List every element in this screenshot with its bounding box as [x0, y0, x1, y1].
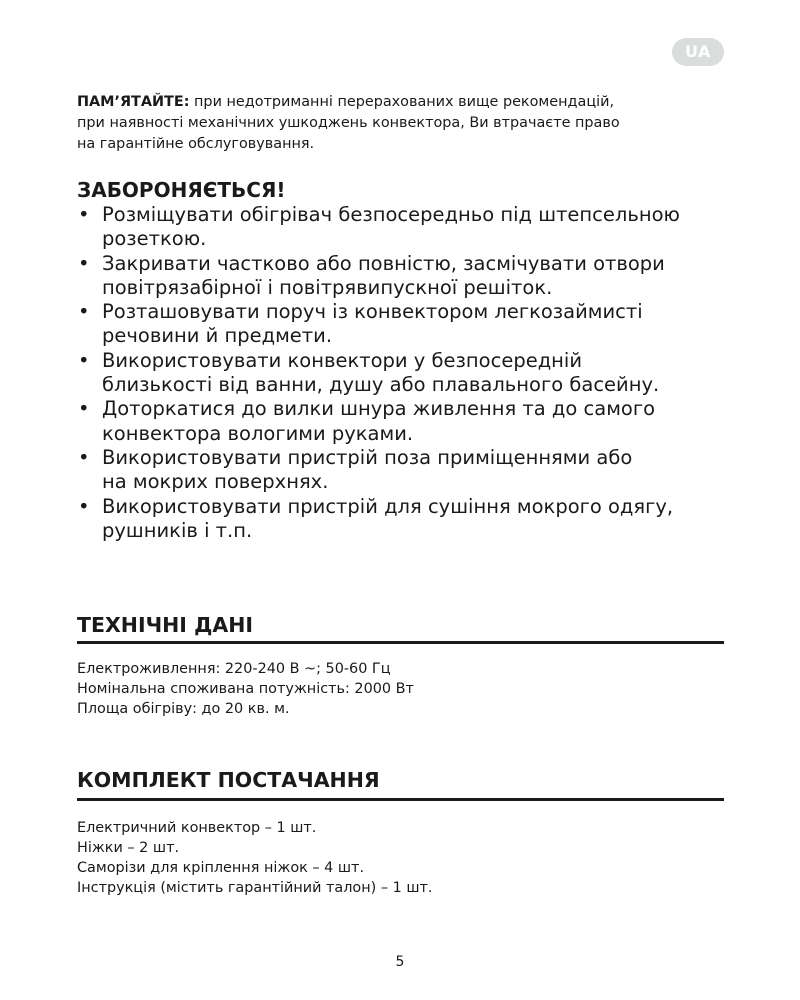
list-item-line: речовини й предмети.	[102, 324, 333, 348]
section-divider	[77, 798, 724, 801]
list-item-line: Використовувати конвектори у безпосередній	[102, 348, 583, 372]
warranty-warning	[77, 92, 717, 155]
spec-line: Номінальна споживана потужність: 2000 Вт	[77, 681, 414, 697]
list-item-line: розеткою.	[102, 227, 207, 251]
warning-line: при наявності механічних ушкоджень конвектора, Ви втрачаєте право	[77, 115, 620, 131]
package-line: Електричний конвектор – 1 шт.	[77, 820, 317, 836]
technical-title: ТЕХНІЧНІ ДАНІ	[77, 613, 253, 637]
list-item-line: Доторкатися до вилки шнура живлення та до самого	[102, 397, 656, 421]
bullet-icon: •	[78, 445, 90, 469]
bullet-icon: •	[78, 494, 90, 518]
technical-list	[77, 659, 717, 719]
list-item-line: Використовувати пристрій поза приміщеннями або	[102, 445, 633, 469]
bullet-icon: •	[78, 300, 90, 324]
spec-line: Електроживлення: 220-240 В ~; 50-60 Гц	[77, 661, 391, 677]
bullet-icon: •	[78, 203, 90, 226]
list-item-line: близькості від ванни, душу або плавального басейну.	[102, 373, 660, 397]
section-divider	[77, 641, 724, 644]
list-item	[77, 397, 725, 446]
warning-line: на гарантійне обслуговування.	[77, 136, 315, 152]
package-line: Інструкція (містить гарантійний талон) – 1 шт.	[77, 880, 433, 896]
list-item-line: Розташовувати поруч із конвектором легкозаймисті	[102, 300, 643, 324]
warning-lead: ПАМ’ЯТАЙТЕ:	[77, 94, 190, 110]
list-item-line: на мокрих поверхнях.	[102, 470, 329, 494]
spec-line: Площа обігріву: до 20 кв. м.	[77, 701, 290, 717]
package-list	[77, 818, 717, 898]
forbidden-list	[77, 203, 725, 543]
list-item	[77, 349, 725, 398]
list-item	[77, 495, 725, 544]
list-item-line: Використовувати пристрій для сушіння мокрого одягу,	[102, 494, 674, 518]
list-item-line: конвектора вологими руками.	[102, 421, 414, 445]
package-title: КОМПЛЕКТ ПОСТАЧАННЯ	[77, 768, 380, 792]
list-item-line: повітрязабірної і повітрявипускної решіток.	[102, 275, 553, 299]
package-line: Ніжки – 2 шт.	[77, 840, 180, 856]
list-item	[77, 203, 725, 252]
bullet-icon: •	[78, 397, 90, 421]
list-item	[77, 446, 725, 495]
forbidden-title: ЗАБОРОНЯЄТЬСЯ!	[77, 178, 286, 202]
page-number: 5	[395, 954, 405, 970]
list-item-line: Закривати частково або повністю, засмічувати отвори	[102, 251, 665, 275]
bullet-icon: •	[78, 348, 90, 372]
list-item-line: Розміщувати обігрівач безпосередньо під штепсельною	[102, 203, 680, 226]
language-badge: UA	[672, 38, 724, 66]
warning-line: при недотриманні перерахованих вище рекомендацій,	[189, 94, 615, 110]
package-line: Саморізи для кріплення ніжок – 4 шт.	[77, 860, 365, 876]
list-item	[77, 252, 725, 301]
bullet-icon: •	[78, 251, 90, 275]
list-item	[77, 300, 725, 349]
list-item-line: рушників і т.п.	[102, 518, 253, 542]
